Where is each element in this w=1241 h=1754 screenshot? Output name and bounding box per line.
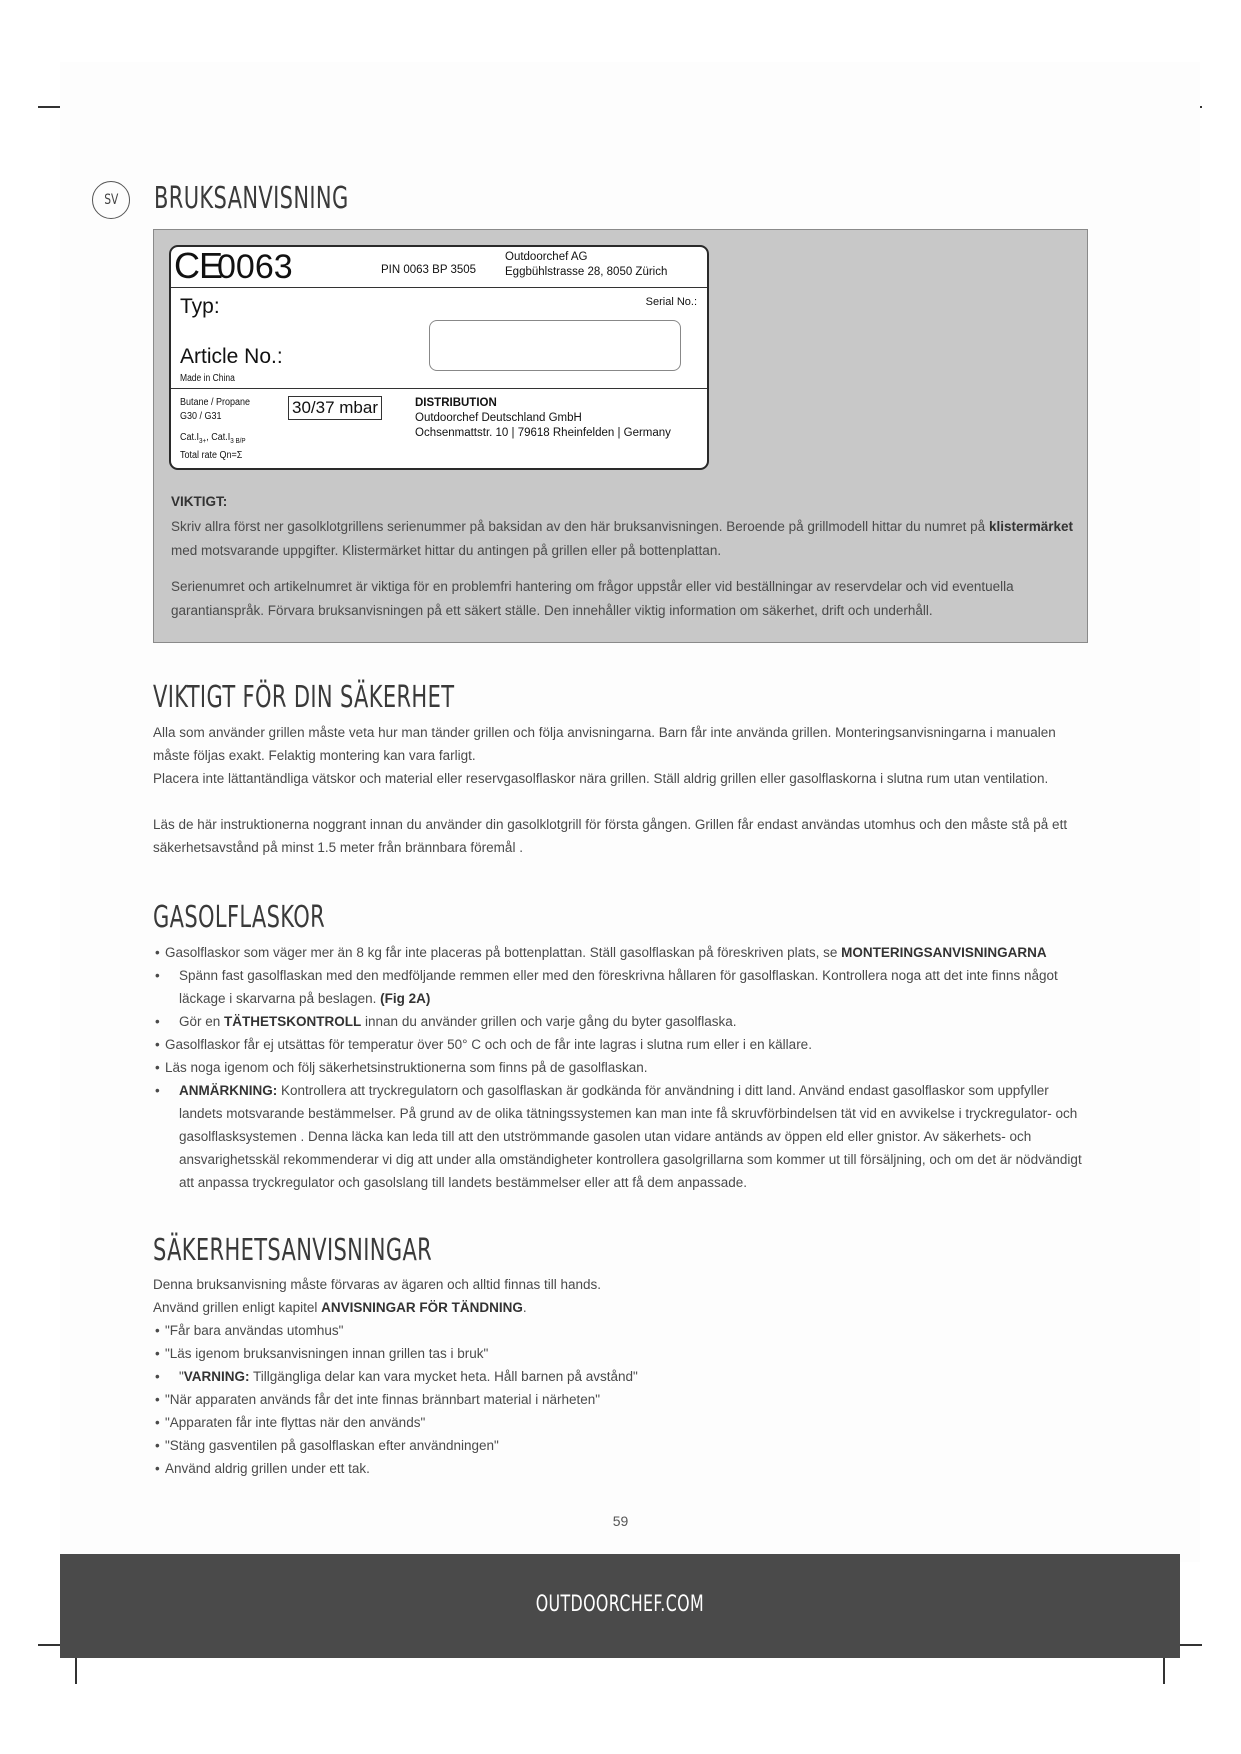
important-title: VIKTIGT: (171, 494, 228, 509)
list-item: • "Får bara användas utomhus" (155, 1323, 344, 1338)
list-item: • "Stäng gasventilen på gasolflaskan efter användningen" (155, 1438, 499, 1453)
gas-bottles-list (153, 941, 1083, 1194)
safety-instructions-list (153, 1319, 1083, 1480)
safety-paragraph-3: Läs de här instruktionerna noggrant innan du använder din gasolklotgrill för första gången. Grillen får endast användas utomhus och den måste stå på ett säkerhetsavstånd på minst 1.5 meter från brännbara föremål . (153, 817, 1068, 855)
crop-mark (75, 1658, 77, 1684)
gas-bottles-heading: GASOLFLASKOR (153, 900, 326, 935)
important-paragraph-1: Skriv allra först ner gasolklotgrillens serienummer på baksidan av den här bruksanvisningen. Beroende på grillmodell hittar du numret på klistermärket med motsvarande uppgifter. Klistermärket hittar du antingen på grillen eller på bottenplattan. (171, 519, 1073, 558)
distribution-address: DISTRIBUTION Outdoorchef Deutschland GmbH Ochsenmattstr. 10 | 79618 Rheinfelden | Germany (415, 397, 671, 439)
page-number: 59 (612, 1513, 629, 1529)
ce-number: 0063 (217, 248, 293, 286)
instructions-paragraph-2: Använd grillen enligt kapitel ANVISNINGAR FÖR TÄNDNING. (153, 1300, 527, 1315)
list-item: • Använd aldrig grillen under ett tak. (155, 1461, 370, 1476)
footer-bar (60, 1554, 1180, 1658)
instructions-paragraph-1: Denna bruksanvisning måste förvaras av ägaren och alltid finnas till hands. (153, 1277, 601, 1292)
list-item: • Gör en TÄTHETSKONTROLL innan du använder grillen och varje gång du byter gasolflaska. (155, 1014, 737, 1029)
list-item: • "Läs igenom bruksanvisningen innan grillen tas i bruk" (155, 1346, 489, 1361)
important-paragraph-2: Serienumret och artikelnumret är viktiga för en problemfri hantering om frågor uppstår eller vid beställningar av reservdelar och vid eventuella garantianspråk. Förvara bruksanvisningen på ett säkert ställe. Den innehåller viktig information om säkerhet, drift och underhåll. (171, 579, 1014, 618)
serial-label: Serial No.: (645, 296, 697, 308)
list-item: • "VARNING: Tillgängliga delar kan vara mycket heta. Håll barnen på avstånd" (155, 1369, 638, 1384)
list-item: • "När apparaten används får det inte finnas brännbart material i närheten" (155, 1392, 601, 1407)
page-title: BRUKSANVISNING (154, 181, 349, 216)
gas-category: $Cat.I_{3+}$, $Cat.I_{3 B/P}$ Total rate Qn=Σ (180, 432, 246, 461)
ce-mark: CE (174, 245, 223, 286)
serial-number-box (429, 320, 681, 371)
list-item: • Spänn fast gasolflaskan med den medföljande remmen eller med den föreskrivna hållaren för gasolflaskan. Kontrollera noga att det inte finns något läckage i skarvarna på beslagen. (Fig 2A) (155, 968, 1058, 1006)
rating-label (169, 245, 709, 470)
label-top-row (171, 247, 707, 288)
list-item: • Läs noga igenom och följ säkerhetsinstruktionerna som finns på de gasolflaskan. (155, 1060, 648, 1075)
info-box (153, 229, 1088, 643)
made-in-label: Made in China (180, 373, 235, 384)
list-item: • "Apparaten får inte flyttas när den används" (155, 1415, 426, 1430)
manufacturer-address: Outdoorchef AG Eggbühlstrasse 28, 8050 Zürich (505, 251, 668, 278)
type-label: Typ: (180, 295, 220, 318)
safety-heading: VIKTIGT FÖR DIN SÄKERHET (153, 680, 455, 715)
safety-paragraph-2: Placera inte lättantändliga vätskor och material eller reservgasolflaskor nära grillen. Ställ aldrig grillen eller gasolflaskorna i slutna rum utan ventilation. (153, 771, 1049, 786)
pressure-value: 30/37 mbar (288, 396, 382, 420)
list-item: • Gasolflaskor får ej utsättas för temperatur över 50° C och och de får inte lagras i slutna rum eller i en källare. (155, 1037, 812, 1052)
gas-type: Butane / Propane G30 / G31 (180, 397, 251, 422)
article-label: Article No.: (180, 345, 283, 368)
label-divider (171, 388, 707, 389)
pin-number: PIN 0063 BP 3505 (381, 264, 477, 276)
list-item: • ANMÄRKNING: Kontrollera att tryckregulatorn och gasolflaskan är godkända för användning i ditt land. Använd endast gasolflaskor som uppfyller landets motsvarande bestämmelser. På grund av de olika tätningssystemen kan man inte få skruvförbindelsen tät vid en avvikelse i tryckregulator- och gasolflasksystemen . Denna läcka kan leda till att den utströmmande gasolen utan vidare antänds av öppen eld eller gnistor. Av säkerhets- och ansvarighetsskäl rekommenderar vi dig att under alla omständigheter kontrollera gasolgrillarna som kommer ut till försäljning, och om det är nödvändigt att anpassa tryckregulator och gasolslang till landets bestämmelser eller att få dem anpassade. (155, 1083, 1082, 1190)
safety-paragraph-1: Alla som använder grillen måste veta hur man tänder grillen och följa anvisningarna. Barn får inte använda grillen. Monteringsanvisningarna i manualen måste följas exakt. Felaktig montering kan vara farligt. (153, 725, 1056, 763)
footer-url: OUTDOORCHEF.COM (535, 1592, 705, 1617)
list-item: • Gasolflaskor som väger mer än 8 kg får inte placeras på bottenplattan. Ställ gasolflaskan på föreskriven plats, se MONTERINGSANVISNINGARNA (155, 945, 1047, 960)
safety-instructions-heading: SÄKERHETSANVISNINGAR (153, 1233, 433, 1268)
language-badge: SV (92, 181, 130, 219)
crop-mark (1163, 1658, 1165, 1684)
